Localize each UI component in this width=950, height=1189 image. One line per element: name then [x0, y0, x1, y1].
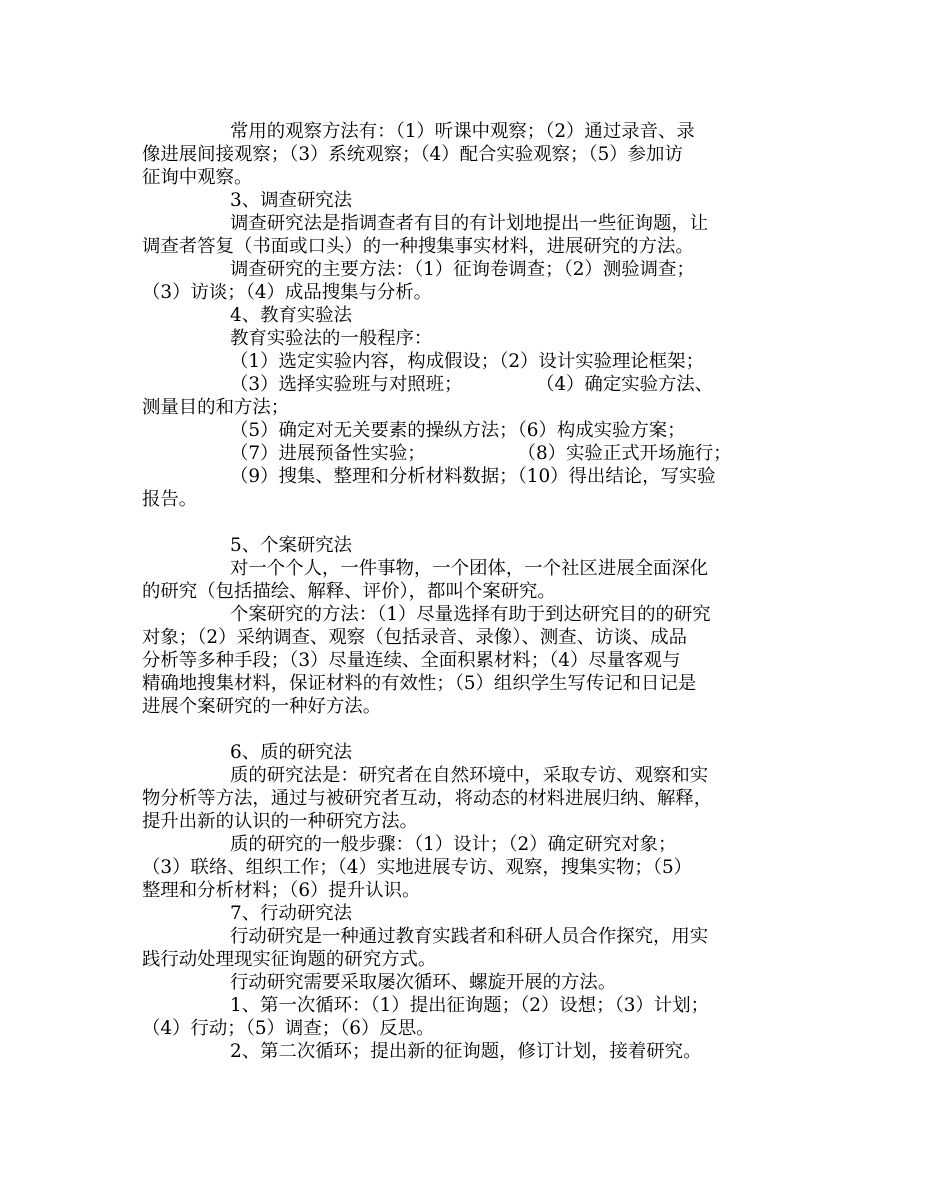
paragraph-line: 测量目的和方法； [142, 397, 290, 418]
paragraph-line: 教育实验法的一般程序： [230, 328, 433, 349]
paragraph-line: 分析等多种手段；（3）尽量连续、全面积累材料；（4）尽量客观与 [142, 650, 681, 671]
paragraph-line: 物分析等方法，通过与被研究者互动，将动态的材料进展归纳、解释， [142, 788, 713, 809]
section-heading: 6、质的研究法 [230, 742, 353, 763]
paragraph-line: （3）选择实验班与对照班； （4）确定实验方法、 [230, 374, 714, 395]
paragraph-line: （4）行动；（5）调查；（6）反思。 [142, 1018, 435, 1039]
paragraph-line: （5）确定对无关要素的操纵方法；（6）构成实验方案； [230, 420, 686, 441]
paragraph-line: 提升出新的认识的一种研究方法。 [142, 811, 418, 832]
paragraph-line: 的研究（包括描绘、解释、评价），都叫个案研究。 [142, 581, 556, 602]
paragraph-line: 质的研究法是：研究者在自然环境中，采取专访、观察和实 [230, 765, 709, 786]
paragraph-line: 对象；（2）采纳调查、观察（包括录音、录像）、测查、访谈、成品 [142, 627, 688, 648]
section-heading: 7、行动研究法 [230, 903, 353, 924]
paragraph-line: （7）进展预备性实验； （8）实验正式开场施行； [230, 443, 732, 464]
paragraph-line: 质的研究的一般步骤：（1）设计；（2）确定研究对象； [230, 834, 677, 855]
paragraph-line: 征询中观察。 [142, 167, 253, 188]
section-heading: 5、个案研究法 [230, 535, 353, 556]
paragraph-line: 行动研究需要采取屡次循环、螺旋开展的方法。 [230, 972, 617, 993]
section-heading: 4、教育实验法 [230, 305, 353, 326]
paragraph-line: 调查研究的主要方法：（1）征询卷调查；（2）测验调查； [230, 259, 695, 280]
paragraph-line: 个案研究的方法：（1）尽量选择有助于到达研究目的的研究 [230, 604, 711, 625]
paragraph-line: 进展个案研究的一种好方法。 [142, 696, 382, 717]
paragraph-line: 常用的观察方法有：（1）听课中观察；（2）通过录音、录 [230, 121, 695, 142]
paragraph-line: 调查研究法是指调查者有目的有计划地提出一些征询题，让 [230, 213, 709, 234]
paragraph-line: （3）联络、组织工作；（4）实地进展专访、观察，搜集实物；（5） [142, 857, 693, 878]
paragraph-line: 2、第二次循环；提出新的征询题，修订计划，接着研究。 [230, 1041, 702, 1062]
paragraph-line: 1、第一次循环：（1）提出征询题；（2）设想；（3）计划； [230, 995, 709, 1016]
paragraph-line: （1）选定实验内容，构成假设；（2）设计实验理论框架； [230, 351, 704, 372]
paragraph-line: （3）访谈；（4）成品搜集与分析。 [142, 282, 433, 303]
paragraph-line: 像进展间接观察；（3）系统观察；（4）配合实验观察；（5）参加访 [142, 144, 683, 165]
section-heading: 3、调查研究法 [230, 190, 353, 211]
paragraph-line: 精确地搜集材料，保证材料的有效性；（5）组织学生写传记和日记是 [142, 673, 697, 694]
paragraph-line: 践行动处理现实征询题的研究方式。 [142, 949, 437, 970]
paragraph-line: 整理和分析材料；（6）提升认识。 [142, 880, 421, 901]
paragraph-line: 对一个个人，一件事物，一个团体，一个社区进展全面深化 [230, 558, 709, 579]
paragraph-line: 报告。 [142, 489, 198, 510]
paragraph-line: （9）搜集、整理和分析材料数据；（10）得出结论，写实验 [230, 466, 716, 487]
paragraph-line: 行动研究是一种通过教育实践者和科研人员合作探究，用实 [230, 926, 709, 947]
paragraph-line: 调查者答复（书面或口头）的一种搜集事实材料，进展研究的方法。 [142, 236, 694, 257]
